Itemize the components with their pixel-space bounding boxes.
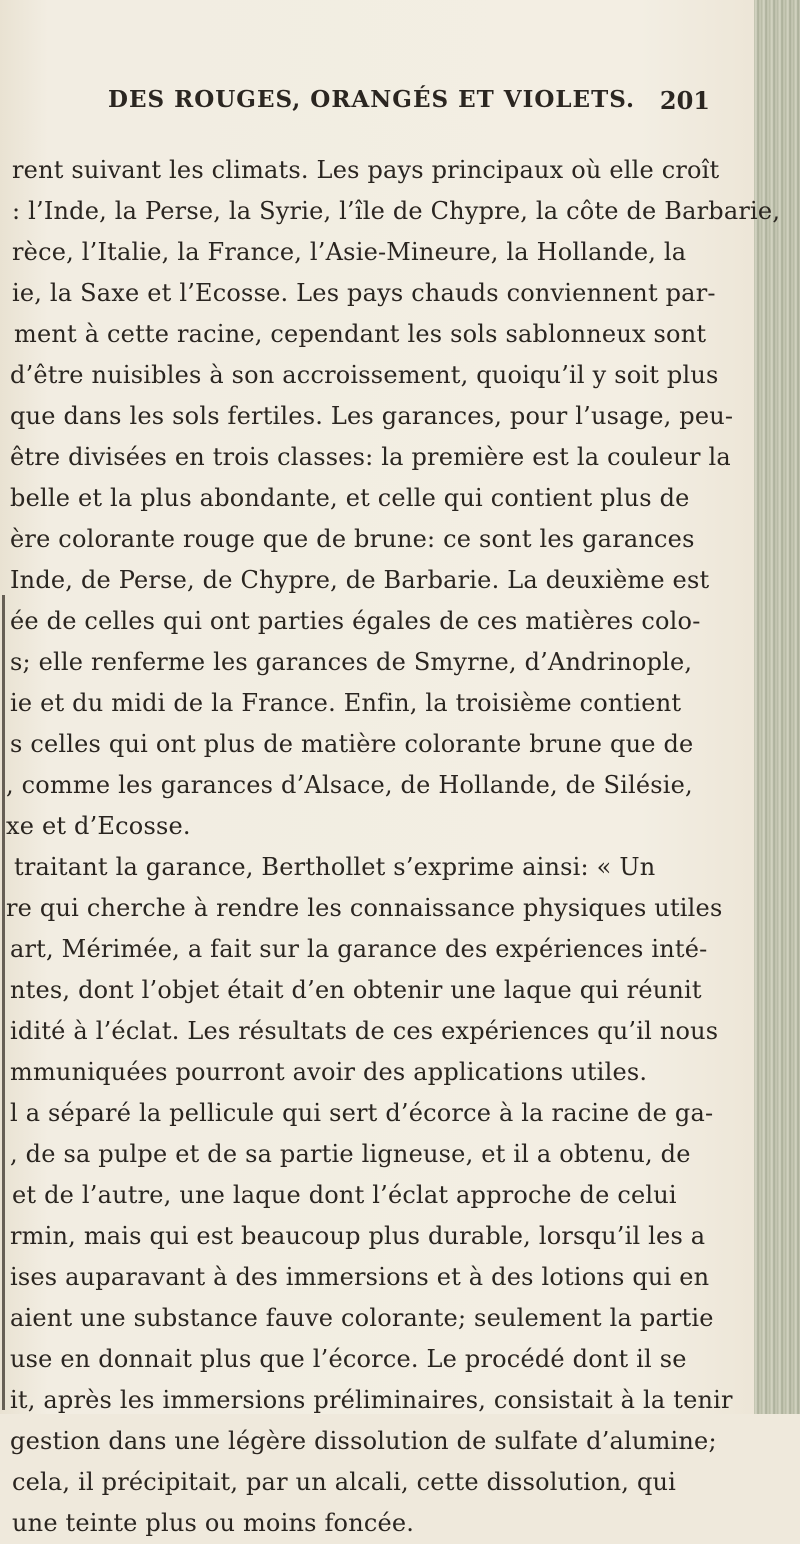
- text-line: rmin, mais qui est beaucoup plus durable, lorsqu’il les a: [10, 1222, 706, 1250]
- text-line: xe et d’Ecosse.: [6, 812, 191, 840]
- text-line: que dans les sols fertiles. Les garances, pour l’usage, peu-: [10, 402, 734, 430]
- text-line: : l’Inde, la Perse, la Syrie, l’île de Chypre, la côte de Barbarie,: [12, 197, 781, 225]
- text-line: ment à cette racine, cependant les sols sablonneux sont: [14, 320, 707, 348]
- text-line: l a séparé la pellicule qui sert d’écorce à la racine de ga-: [10, 1099, 714, 1127]
- text-line: gestion dans une légère dissolution de sulfate d’alumine;: [10, 1427, 717, 1455]
- text-line: et de l’autre, une laque dont l’éclat approche de celui: [12, 1181, 677, 1209]
- text-line: ises auparavant à des immersions et à des lotions qui en: [10, 1263, 710, 1291]
- page-header: [90, 86, 710, 126]
- text-line: ère colorante rouge que de brune: ce sont les garances: [10, 525, 695, 553]
- text-line: re qui cherche à rendre les connaissance physiques utiles: [6, 894, 723, 922]
- text-line: s; elle renferme les garances de Smyrne, d’Andrinople,: [10, 648, 693, 676]
- text-line: aient une substance fauve colorante; seulement la partie: [10, 1304, 714, 1332]
- text-line: rèce, l’Italie, la France, l’Asie-Mineure, la Hollande, la: [12, 238, 687, 266]
- text-line: belle et la plus abondante, et celle qui contient plus de: [10, 484, 690, 512]
- text-line: être divisées en trois classes: la première est la couleur la: [10, 443, 731, 471]
- text-line: une teinte plus ou moins foncée.: [12, 1509, 415, 1537]
- text-line: traitant la garance, Berthollet s’exprime ainsi: « Un: [14, 853, 656, 881]
- text-line: s celles qui ont plus de matière colorante brune que de: [10, 730, 694, 758]
- text-line: ntes, dont l’objet était d’en obtenir une laque qui réunit: [10, 976, 702, 1004]
- body-text: [0, 150, 781, 1544]
- text-line: use en donnait plus que l’écorce. Le procédé dont il se: [10, 1345, 687, 1373]
- text-line: ée de celles qui ont parties égales de ces matières colo-: [10, 607, 701, 635]
- text-line: art, Mérimée, a fait sur la garance des expériences inté-: [10, 935, 708, 963]
- text-line: mmuniquées pourront avoir des applications utiles.: [10, 1058, 648, 1086]
- text-line: it, après les immersions préliminaires, consistait à la tenir: [10, 1386, 733, 1414]
- page-number: 201: [659, 86, 710, 115]
- text-line: cela, il précipitait, par un alcali, cette dissolution, qui: [12, 1468, 677, 1496]
- text-line: d’être nuisibles à son accroissement, quoiqu’il y soit plus: [10, 361, 719, 389]
- text-line: idité à l’éclat. Les résultats de ces expériences qu’il nous: [10, 1017, 719, 1045]
- text-line: ie et du midi de la France. Enfin, la troisième contient: [10, 689, 682, 717]
- text-line: rent suivant les climats. Les pays principaux où elle croît: [12, 156, 720, 184]
- text-line: , comme les garances d’Alsace, de Hollande, de Silésie,: [6, 771, 693, 799]
- text-line: , de sa pulpe et de sa partie ligneuse, et il a obtenu, de: [10, 1140, 691, 1168]
- text-line: Inde, de Perse, de Chypre, de Barbarie. La deuxième est: [10, 566, 710, 594]
- running-title: DES ROUGES, ORANGÉS ET VIOLETS.: [108, 86, 635, 113]
- text-line: ie, la Saxe et l’Ecosse. Les pays chauds conviennent par-: [12, 279, 716, 307]
